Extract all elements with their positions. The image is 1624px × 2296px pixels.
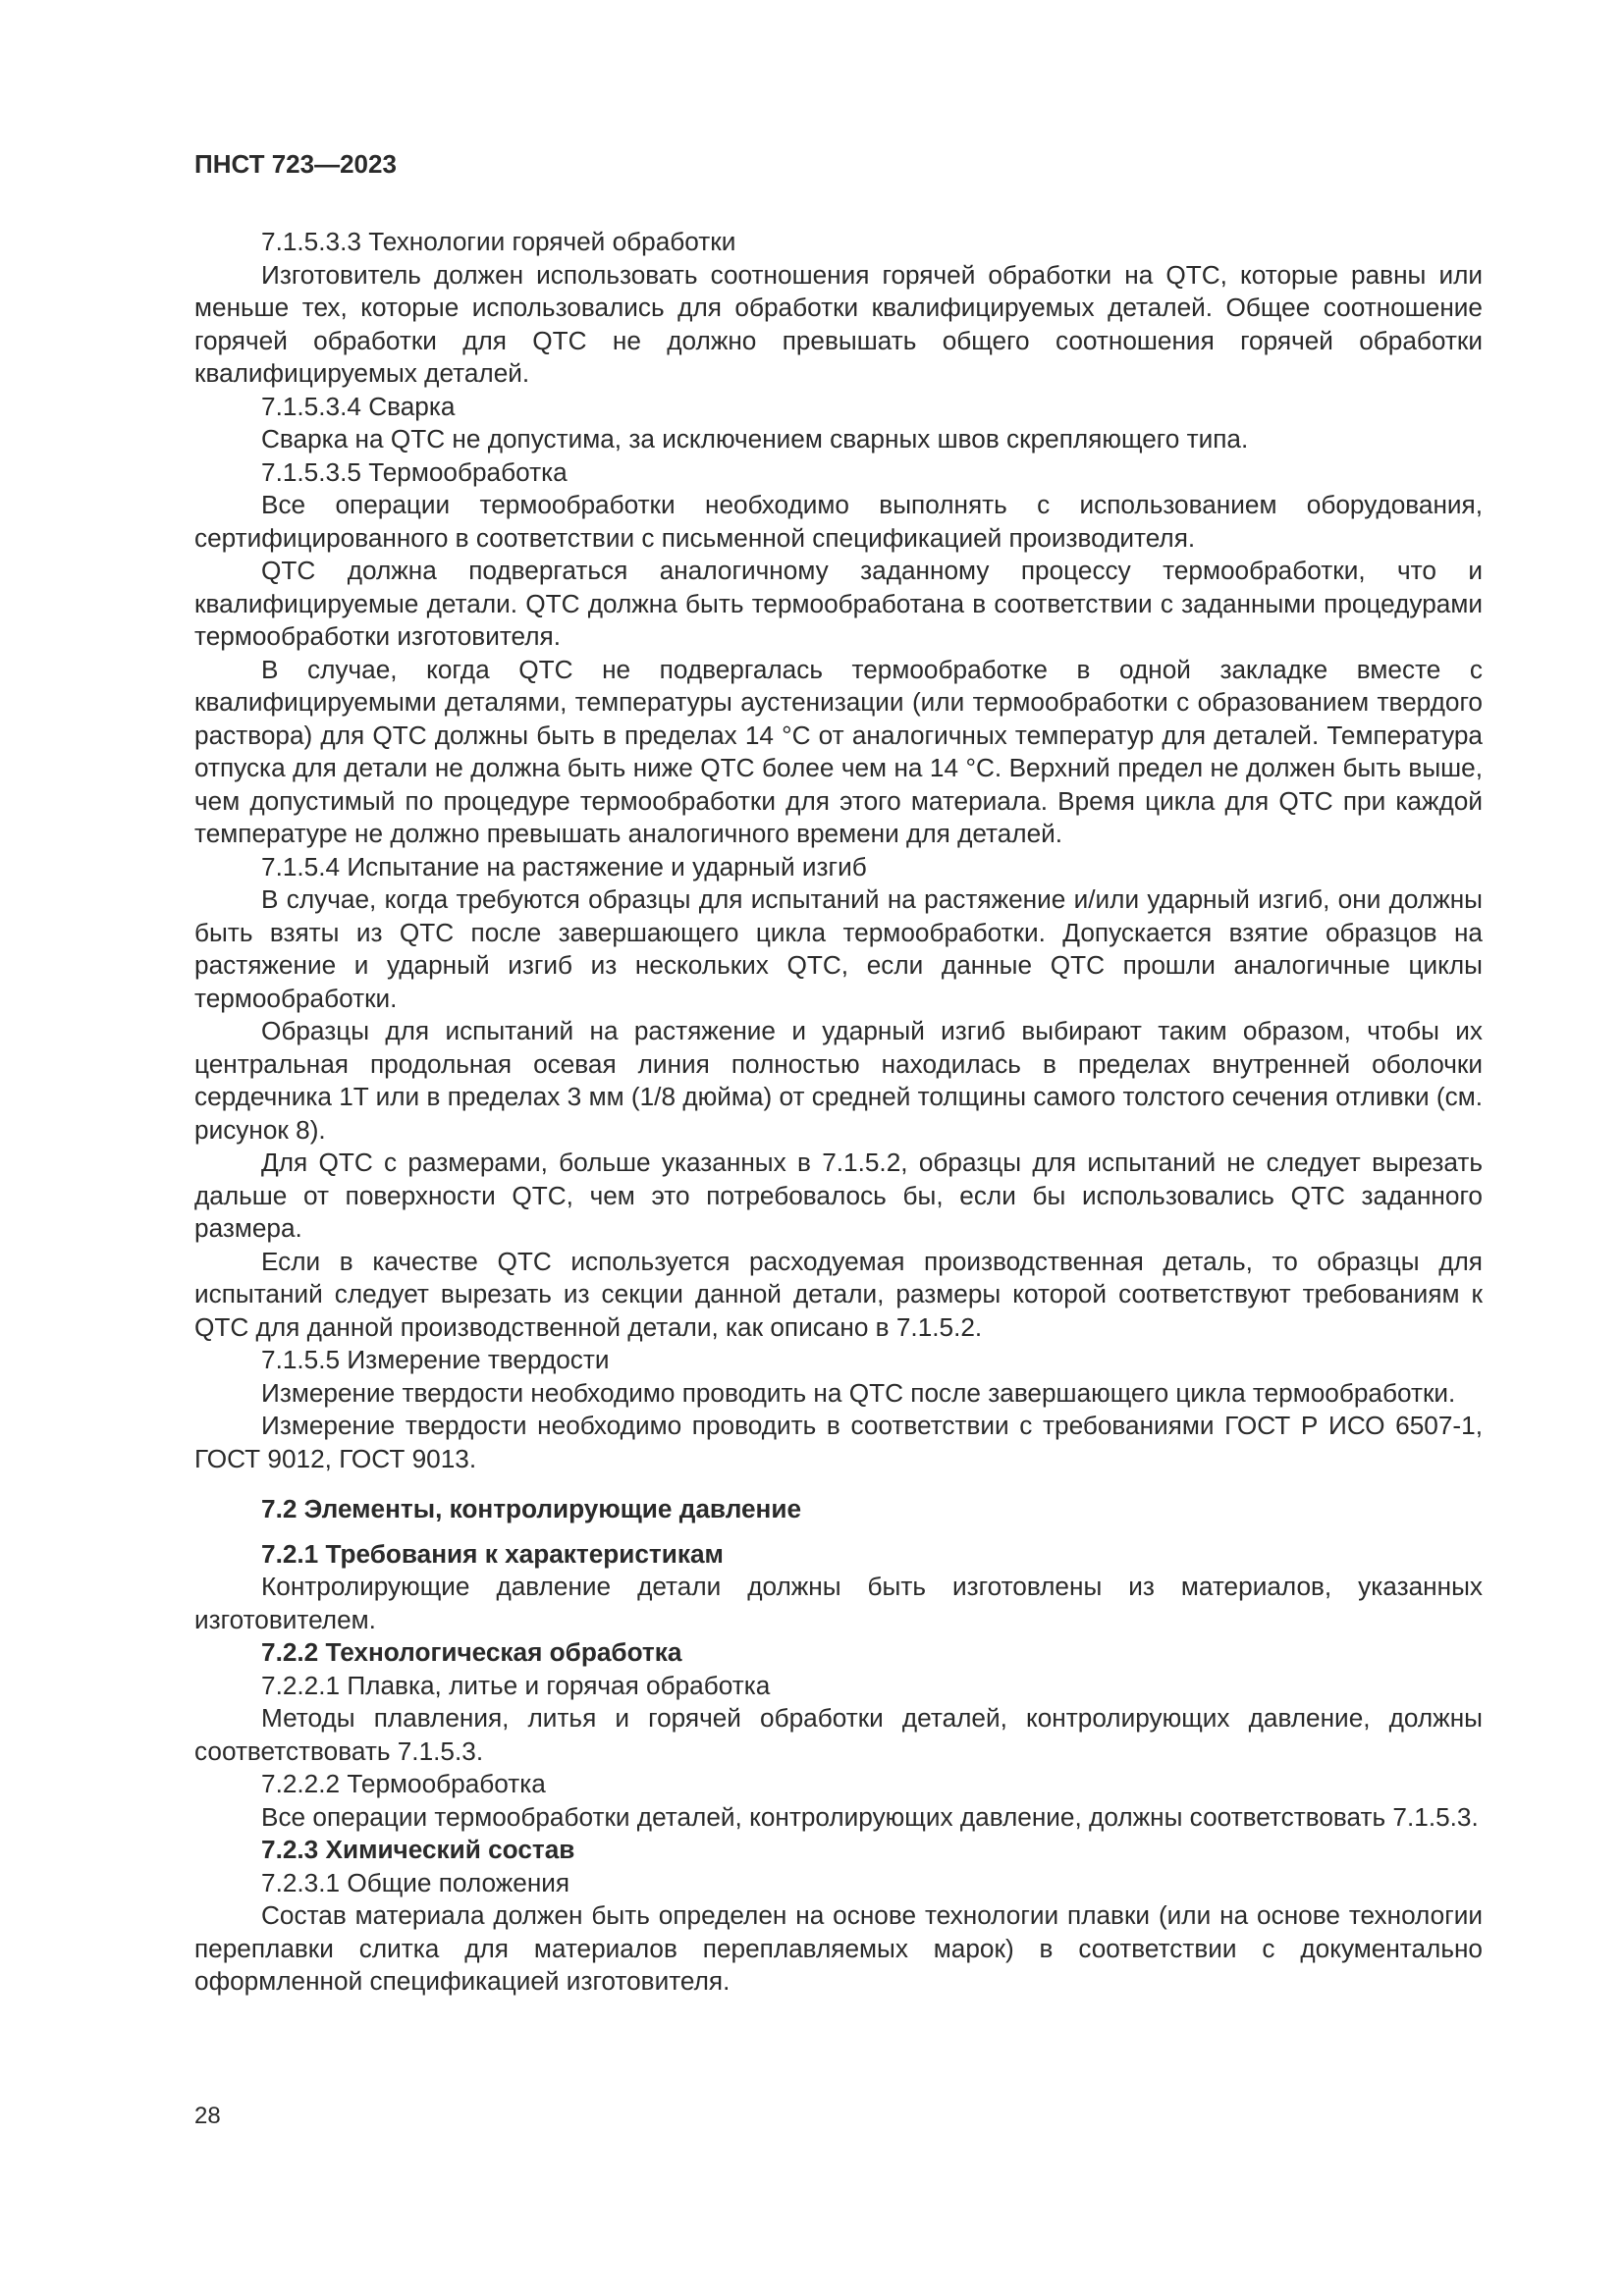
clause-heading: 7.1.5.3.5 Термообработка — [261, 456, 568, 487]
clause-heading: 7.1.5.3.4 Сварка — [261, 391, 456, 421]
subsection-heading: 7.2.3 Химический состав — [261, 1835, 575, 1864]
paragraph: Измерение твердости необходимо проводить в соответствии с требованиями ГОСТ Р ИСО 6507-1, ГОСТ 9012, ГОСТ 9013. — [194, 1411, 1483, 1473]
clause-heading: 7.2.3.1 Общие положения — [261, 1867, 570, 1897]
page-number: 28 — [194, 2103, 221, 2129]
document-header: ПНСТ 723—2023 — [194, 149, 397, 179]
clause-heading: 7.1.5.4 Испытание на растяжение и ударный изгиб — [261, 851, 867, 881]
page-body — [194, 226, 1483, 1999]
paragraph: Образцы для испытаний на растяжение и ударный изгиб выбирают таким образом, чтобы их центральная продольная осевая линия полностью находилась в пределах внутренней оболочки сердечника 1T или в пределах 3 мм (1/8 дюйма) от средней толщины самого толстого сечения отливки (см. рисунок 8). — [194, 1016, 1483, 1145]
paragraph: В случае, когда требуются образцы для испытаний на растяжение и/или ударный изгиб, они должны быть взяты из QTC после завершающего цикла термообработки. Допускается взятие образцов на растяжение и ударный изгиб из нескольких QTC, если данные QTC прошли аналогичные циклы термообработки. — [194, 884, 1483, 1013]
paragraph: Методы плавления, литья и горячей обработки деталей, контролирующих давление, должны соответствовать 7.1.5.3. — [194, 1703, 1483, 1766]
subsection-heading: 7.2.1 Требования к характеристикам — [261, 1538, 724, 1569]
clause-heading: 7.1.5.5 Измерение твердости — [261, 1345, 610, 1374]
paragraph: QTC должна подвергаться аналогичному заданному процессу термообработки, что и квалифицируемые детали. QTC должна быть термообработана в соответствии с заданными процедурами термообработки изготовителя. — [194, 556, 1483, 651]
paragraph: Контролирующие давление детали должны быть изготовлены из материалов, указанных изготовителем. — [194, 1572, 1483, 1634]
subsection-heading: 7.2.2 Технологическая обработка — [261, 1637, 682, 1667]
clause-heading: 7.2.2.2 Термообработка — [261, 1769, 546, 1798]
paragraph: Сварка на QTC не допустима, за исключением сварных швов скрепляющего типа. — [261, 424, 1249, 454]
paragraph: Все операции термообработки необходимо выполнять с использованием оборудования, сертифицированного в соответствии с письменной спецификацией производителя. — [194, 490, 1483, 553]
paragraph: Для QTC с размерами, больше указанных в 7.1.5.2, образцы для испытаний не следует вырезать дальше от поверхности QTC, чем это потребовалось бы, если бы использовались QTC заданного размера. — [194, 1148, 1483, 1243]
paragraph: В случае, когда QTC не подвергалась термообработке в одной закладке вместе с квалифицируемыми деталями, температуры аустенизации (или термообработки с образованием твердого раствора) для QTC должны быть в пределах 14 °C от аналогичных температур для деталей. Температура отпуска для детали не должна быть ниже QTC более чем на 14 °C. Верхний предел не должен быть выше, чем допустимый по процедуре термообработки для этого материала. Время цикла для QTC при каждой температуре не должно превышать аналогичного времени для деталей. — [194, 654, 1483, 848]
paragraph: Если в качестве QTC используется расходуемая производственная деталь, то образцы для испытаний следует вырезать из секции данной детали, размеры которой соответствуют требованиям к QTC для данной производственной детали, как описано в 7.1.5.2. — [194, 1246, 1483, 1342]
paragraph: Все операции термообработки деталей, контролирующих давление, должны соответствовать 7.1.5.3. — [261, 1801, 1479, 1832]
paragraph: Состав материала должен быть определен на основе технологии плавки (или на основе технологии переплавки слитка для материалов переплавляемых марок) в соответствии с документально оформленной спецификацией изготовителя. — [194, 1900, 1483, 1996]
clause-heading: 7.2.2.1 Плавка, литье и горячая обработка — [261, 1670, 771, 1700]
paragraph: Изготовитель должен использовать соотношения горячей обработки на QTC, которые равны или меньше тех, которые использовались для обработки квалифицируемых деталей. Общее соотношение горячей обработки для QTC не должно превышать общего соотношения горячей обработки квалифицируемых деталей. — [194, 259, 1483, 388]
section-heading: 7.2 Элементы, контролирующие давление — [261, 1494, 802, 1523]
paragraph: Измерение твердости необходимо проводить на QTC после завершающего цикла термообработки. — [261, 1377, 1456, 1408]
clause-heading: 7.1.5.3.3 Технологии горячей обработки — [261, 227, 736, 256]
